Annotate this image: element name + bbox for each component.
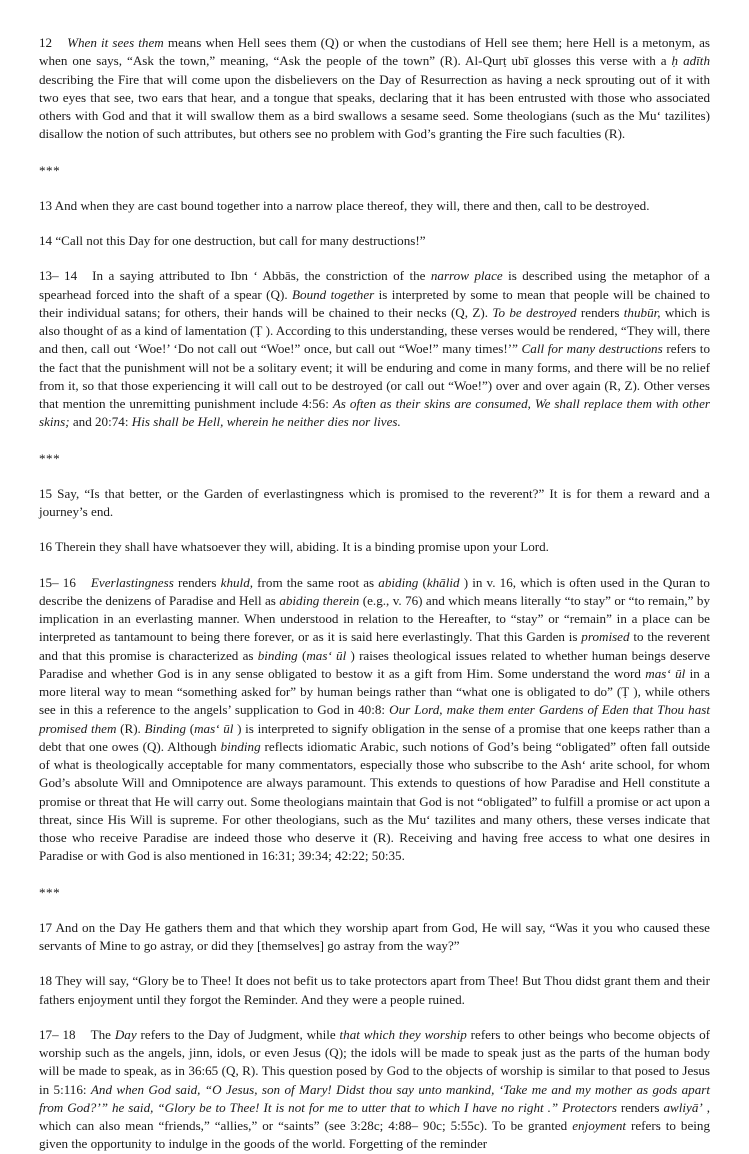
section-separator: *** [39, 884, 61, 900]
verse-paragraph-17: 17 And on the Day He gathers them and that which they worship apart from God, He will say, “Was it you who caused these servants of Mine to go astray, or did they [themselves] go astray from the way?” [39, 919, 710, 953]
commentary-body: In a saying attributed to Ibn ʻ Abbās, the constriction of the narrow place is described using the metaphor of a spearhead forced into the shaft of a spear (Q). Bound together is interpreted by some to mean that people will be chained to their individual satans; for others, their hands will be chained to their necks (Q, Z). To be destroyed renders thubūr, which is also thought of as a kind of lamentation (Ṭ ). According to this understanding, these verses would be rendered, “They will, there and then, call out ‘Woe!’ ‘Do not call out “Woe!” once, but call out “Woe!” many times!’” Call for many destructions refers to the fact that the punishment will not be a solitary event; it will be enduring and come in many forms, and there will be no relief from it, so that those experiencing it will call out to be destroyed (or call out “Woe!”) over and over again (R, Z). Other verses that mention the unremitting punishment include 4:56: As often as their skins are consumed, We shall replace them with other skins; and 20:74: His shall be Hell, wherein he neither dies nor lives. [39, 268, 711, 430]
verse-paragraph-16: 16 Therein they shall have whatsoever they will, abiding. It is a binding promise upon your Lord. [39, 539, 549, 555]
section-separator: *** [39, 450, 61, 466]
verse-paragraph-13: 13 And when they are cast bound together into a narrow place thereof, they will, there and then, call to be destroyed. [39, 197, 650, 213]
commentary-verse-number: 15– 16 [39, 574, 76, 590]
commentary-paragraph-12 [39, 34, 710, 144]
section-separator: *** [39, 162, 61, 178]
verse-paragraph-18: 18 They will say, “Glory be to Thee! It does not befit us to take protectors apart from Thee! But Thou didst grant them and their fathers enjoyment until they forgot the Reminder. And they were a people ruined. [39, 973, 710, 1007]
page-content [39, 34, 710, 1154]
verse-paragraph-14: 14 “Call not this Day for one destruction, but call for many destructions!” [39, 233, 426, 248]
commentary-paragraph-15– 16 [39, 574, 710, 866]
commentary-body: When it sees them means when Hell sees them (Q) or when the custodians of Hell see them; here Hell is a metonym, as when one says, “Ask the town,” meaning, “Ask the people of the town” (R). Al-Qurṭ ubī glosses this verse with a ḥ adīth describing the Fire that will come upon the disbelievers on the Day of Resurrection as having a neck sprouting out of it with two eyes that see, two ears that hear, and a tongue that speaks, declaring that it has been entrusted with those who associated others with God and that it will swallow them as a bird swallows a sesame seed. Some theologians (such as the Muʻ tazilites) disallow the notion of such attributes, but others see no problem with God’s granting the Fire such faculties (R). [39, 35, 710, 142]
commentary-paragraph-17– 18 [39, 1026, 710, 1154]
commentary-body: Everlastingness renders khuld, from the same root as abiding (khālid ) in v. 16, which is often used in the Quran to describe the denizens of Paradise and Hell as abiding therein (e.g., v. 76) and which means literally “to stay” or “to remain,” by implication in an everlasting manner. When understood in relation to the Hereafter, to “stay” or “remain” in a place can be interpreted as tantamount to being there forever, or as it is said here everlastingly. That this Garden is promised to the reverent and that this promise is characterized as binding (masʻ ūl ) raises theological issues related to whether human beings deserve Paradise and whether God is in any sense obligated to bestow it as a gift from Him. Some understand the word masʻ ūl in a more literal way to mean “something asked for” by human beings rather than “what one is obligated to do” (Ṭ ), while others see in this a reference to the angels’ supplication to God in 40:8: Our Lord, make them enter Gardens of Eden that Thou hast promised them (R). Binding (masʻ ūl ) is interpreted to signify obligation in the sense of a promise that one keeps rather than a debt that one owes (Q). Although binding reflects idiomatic Arabic, such notions of God’s being “obligated” often fall outside of what is theologically acceptable for many commentators, especially those who subscribe to the Ashʻ arite school, for whom God’s absolute Will and Omnipotence are always paramount. This extends to questions of how Paradise and Hell constitute a promise or threat that He will carry out. Some theologians maintain that God is not “obligated” to fulfill a promise or act upon a threat, since His Will is supreme. For other theologians, such as the Muʻ tazilites and many others, these verses indicate that those who receive Paradise are indeed those who deserve it (R). Receiving and having free access to what one desires in Paradise or with God is also mentioned in 16:31; 39:34; 42:22; 50:35. [39, 574, 711, 864]
commentary-paragraph-13– 14 [39, 267, 710, 431]
commentary-verse-number: 12 [39, 35, 53, 50]
commentary-verse-number: 17– 18 [39, 1026, 76, 1042]
verse-paragraph-15: 15 Say, “Is that better, or the Garden of everlastingness which is promised to the reverent?” It is for them a reward and a journey’s end. [39, 485, 710, 519]
commentary-verse-number: 13– 14 [39, 268, 78, 284]
commentary-body: The Day refers to the Day of Judgment, while that which they worship refers to other beings who become objects of worship such as the angels, jinn, idols, or even Jesus (Q); the idols will be made to speak just as the parts of the human body will be made to speak, as in 36:65 (Q, R). This question posed by God to the objects of worship is similar to that posed to Jesus in 5:116: And when God said, “O Jesus, son of Mary! Didst thou say unto mankind, ‘Take me and my mother as gods apart from God?’” he said, “Glory be to Thee! It is not for me to utter that to which I have no right .” Protectors renders awliyāʼ , which can also mean “friends,” “allies,” or “saints” (see 3:28c; 4:88– 90c; 5:55c). To be granted enjoyment refers to being given the opportunity to indulge in the goods of the world. Forgetting of the reminder [39, 1026, 711, 1152]
